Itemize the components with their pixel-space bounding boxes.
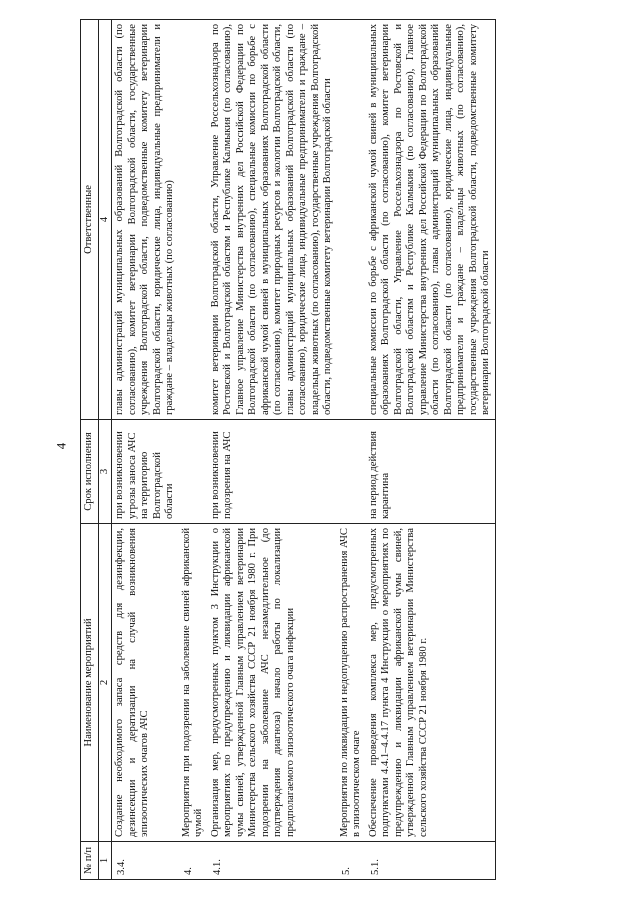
row-resp xyxy=(179,20,208,420)
row-resp: комитет ветеринарии Волгоградской области, Управление Россельхознадзора по Ростовской и Волгоградской областям и Республике Калмыкия (по согласованию), Главное управление Министерства внутренних дел Российской Федерации по Волгоградской области (по согласованию), специальные комиссии по борьбе с африканской чумой свиней в муниципальных образованиях Волгоградской области (по согласованию), комитет природных ресурсов и экологии Волгоградской области, главы администраций муниципальных образований Волгоградской области (по согласованию), юридические лица, индивидуальные предприниматели и граждане – владельцы животных (по согласованию), государственные учреждения Волгоградской области, подведомственные комитету ветеринарии Волгоградской области xyxy=(208,20,337,420)
table-row xyxy=(179,20,208,880)
row-name: Организация мер, предусмотренных пунктом 3 Инструкции о мероприятиях по предупреждению и ликвидации африканской чумы свиней, утвержденной Главным управлением ветеринарии Министерства сельского хозяйства СССР 21 ноября 1980 г. При подозрении на заболевание АЧС незамедлительное (до подтверждения диагноза) начало работы по локализации предполагаемого эпизоотического очага инфекции xyxy=(208,524,337,842)
row-num: 5.1. xyxy=(366,842,496,880)
row-term xyxy=(337,420,366,524)
header-name: Наименование мероприятий xyxy=(81,524,99,842)
row-name: Создание необходимого запаса средств для дезинфекции, дезинсекции и дератизации на случай возникновения эпизоотических очагов АЧС xyxy=(112,524,179,842)
row-term: на период действия карантина xyxy=(366,420,496,524)
table-row xyxy=(112,20,179,880)
row-name: Мероприятия по ликвидации и недопущению распространения АЧС в эпизоотическом очаге xyxy=(337,524,366,842)
row-num: 3.4. xyxy=(112,842,179,880)
table-row xyxy=(208,20,337,880)
measures-table xyxy=(80,19,496,880)
row-term xyxy=(179,420,208,524)
table-row xyxy=(366,20,496,880)
row-term: при возникновении подозрения на АЧС xyxy=(208,420,337,524)
page-number: 4 xyxy=(53,442,69,450)
header-resp: Ответственные xyxy=(81,20,99,420)
row-num: 5. xyxy=(337,842,366,880)
col-number: 2 xyxy=(98,524,112,842)
row-num: 4.1. xyxy=(208,842,337,880)
row-num: 4. xyxy=(179,842,208,880)
header-num: № п/п xyxy=(81,842,99,880)
row-name: Мероприятия при подозрении на заболевание свиней африканской чумой xyxy=(179,524,208,842)
col-number: 3 xyxy=(98,420,112,524)
row-term: при возникновении угрозы заноса АЧС на территорию Волгоградской области xyxy=(112,420,179,524)
col-number: 1 xyxy=(98,842,112,880)
rotated-page xyxy=(80,20,590,880)
row-resp: главы администраций муниципальных образований Волгоградской области (по согласованию), комитет ветеринарии Волгоградской области, государственные учреждения Волгоградской области, подведомственные комитету ветеринарии Волгоградской области, юридические лица, индивидуальные предприниматели и граждане – владельцы животных (по согласованию) xyxy=(112,20,179,420)
table-row xyxy=(337,20,366,880)
row-resp: специальные комиссии по борьбе с африканской чумой свиней в муниципальных образованиях Волгоградской области (по согласованию), комитет ветеринарии Волгоградской области, Управление Россельхознадзора по Ростовской и Волгоградской областям и Республике Калмыкия (по согласованию), Главное управление Министерства внутренних дел Российской Федерации по Волгоградской области (по согласованию), главы администраций муниципальных образований Волгоградской области (по согласованию), юридические лица, индивидуальные предприниматели и граждане – владельцы животных (по согласованию), государственные учреждения Волгоградской области, подведомственные комитету ветеринарии Волгоградской области xyxy=(366,20,496,420)
header-term: Срок исполнения xyxy=(81,420,99,524)
col-number: 4 xyxy=(98,20,112,420)
row-resp xyxy=(337,20,366,420)
row-name: Обеспечение проведения комплекса мер, предусмотренных подпунктами 4.4.1–4.4.17 пункта 4 Инструкции о мероприятиях по предупреждению и ликвидации африканской чумы свиней, утвержденной Главным управлением ветеринарии Министерства сельского хозяйства СССР 21 ноября 1980 г. xyxy=(366,524,496,842)
